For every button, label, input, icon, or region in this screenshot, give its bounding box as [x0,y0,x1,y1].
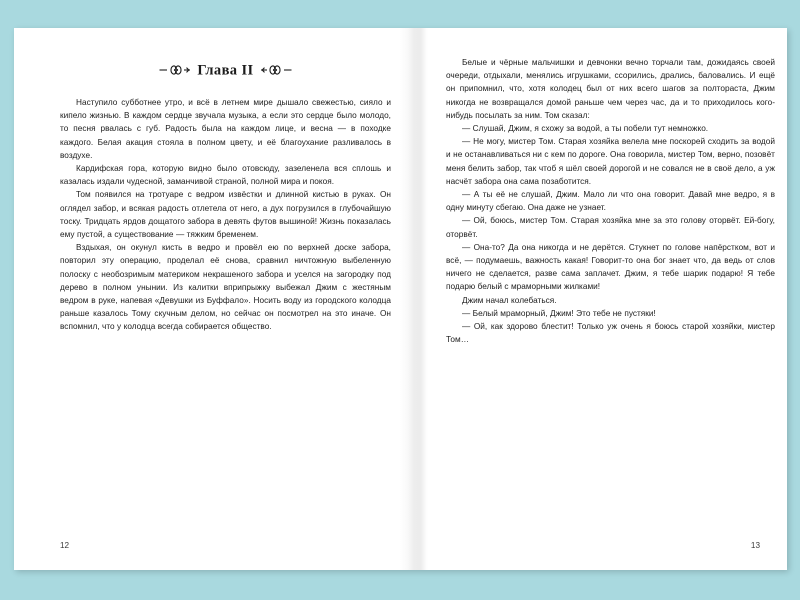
paragraph: — Ой, боюсь, мистер Том. Старая хозяйка мне за это голову оторвёт. Ей-богу, оторвёт. [446,216,775,239]
chapter-heading [60,62,391,80]
page-number-left: 12 [60,541,70,550]
flourish-ornament-right-icon [258,62,292,78]
paragraph: Белые и чёрные мальчишки и девчонки вечно торчали там, дожидаясь своей очереди, отдыхали, менялись игрушками, ссорились, дрались, баловались. И ещё он припомнил, что, хотя колодец был от них всего шагов за полтораста, Джим никогда не возвращался домой раньше чем через час, да и то приходилось кого-нибудь посылать за ним. Том сказал: [446,58,775,120]
paragraph: — Не могу, мистер Том. Старая хозяйка велела мне поскорей сходить за водой и не останавливаться ни с кем по дороге. Она говорила, мистер Том, верно, позовёт меня белить забор, так чтоб я шёл своей дорогой и не совался не в своё дело, а уж насчёт забора она сама позаботится. [446,137,775,186]
paragraph: Том появился на тротуаре с ведром извёстки и длинной кистью в руках. Он оглядел забор, и всякая радость отлетела от него, а дух погрузился в глубочайшую тоску. Тридцать ярдов дощатого забора в девять футов вышиной! Жизнь показалась ему пустой, а существование — тяжким бременем. [60,190,391,240]
flourish-ornament-left-icon [159,62,193,78]
chapter-title: Глава II [197,62,254,79]
book-spread [14,28,787,570]
paragraph: Кардифская гора, которую видно было отовсюду, зазеленела вся сплошь и казалась издали чудесной, заманчивой страной, полной мира и покоя. [60,164,391,187]
paragraph: — Ой, как здорово блестит! Только уж очень я боюсь старой хозяйки, мистер Том… [446,322,775,345]
left-page-text-column [60,96,391,334]
paragraph: — Слушай, Джим, я схожу за водой, а ты побели тут немножко. [462,124,709,134]
right-page [429,28,787,570]
paragraph: Джим начал колебаться. [462,295,557,305]
page-number-right: 13 [750,541,760,550]
paragraph: — Белый мраморный, Джим! Это тебе не пустяки! [462,308,656,318]
right-page-text-column [446,56,775,346]
paragraph: Вздыхая, он окунул кисть в ведро и провёл ею по верхней доске забора, повторил эту операцию, проделал её снова, сравнил ничтожную выбеленную полоску с необозримым материком некрашеного забора и уселся на загородку под дерево в полном унынии. Из калитки вприпрыжку выбежал Джим с жестяным ведром в руке, напевая «Девушки из Буффало». Носить воду из городского колодца раньше казалось Тому скучным делом, но сейчас он посмотрел на это иначе. Он вспомнил, что у колодца всегда собирается общество. [60,243,391,332]
left-page [14,28,414,570]
paragraph: — А ты её не слушай, Джим. Мало ли что она говорит. Давай мне ведро, я в одну минуту сбегаю. Она даже не узнает. [446,190,775,213]
paragraph: — Она-то? Да она никогда и не дерётся. Стукнет по голове напёрстком, вот и всё, — подумаешь, важность какая! Говорит-то она бог знает что, да ведь от слов ничего не сделается, разве сама заплачет. Джим, я тебе шарик подарю! Я тебе подарю белый с мраморными жилками! [446,242,775,292]
paragraph: Наступило субботнее утро, и всё в летнем мире дышало свежестью, сияло и кипело жизнью. В каждом сердце звучала музыка, а если это сердце было молодо, то песня рвалась с губ. Радость была на каждом лице, и весна — в походке каждого. Белая акация стояла в полном цвету, и её благоухание разливалось в воздухе. [60,98,391,160]
